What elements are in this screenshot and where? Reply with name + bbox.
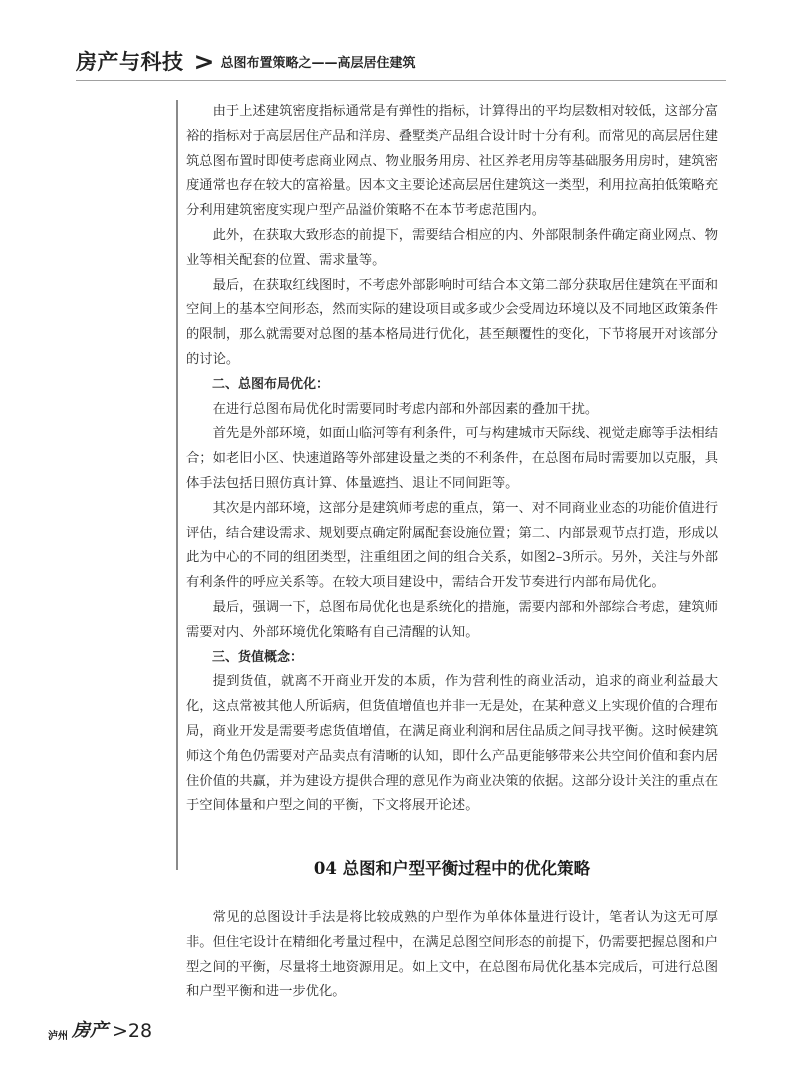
paragraph: 在进行总图布局优化时需要同时考虑内部和外部因素的叠加干扰。: [212, 401, 599, 417]
page-footer: [48, 1016, 152, 1042]
footer-logo: 房产: [72, 1020, 108, 1041]
paragraph: 最后，在获取红线图时，不考虑外部影响时可结合本文第二部分获取居住建筑在平面和空间上的基本空间形态，然而实际的建设项目或多或少会受周边环境以及不同地区政策条件的限制，那么就需要对总图的基本格局进行优化，甚至颠覆性的变化，下节将展开对该部分的讨论。: [186, 277, 718, 367]
article-body: [186, 100, 718, 819]
paragraph: 提到货值，就离不开商业开发的本质，作为营利性的商业活动，追求的商业利益最大化，这点常被其他人所诟病，但货值增值也并非一无是处，在某种意义上实现价值的合理布局，商业开发是需要考虑货值增值，在满足商业利润和居住品质之间寻找平衡。这时候建筑师这个角色仍需要对产品卖点有清晰的认知，即什么产品更能够带来公共空间价值和套内居住价值的共赢，并为建设方提供合理的意见作为商业决策的依据。这部分设计关注的重点在于空间体量和户型之间的平衡，下文将展开论述。: [186, 674, 718, 814]
article-subtitle: 总图布置策略之——高层居住建筑: [220, 55, 416, 71]
footer-city: 泸州: [48, 1031, 68, 1042]
subheading-layout-optimization: 二、总图布局优化：: [212, 376, 330, 392]
page-number: >28: [112, 1020, 153, 1042]
running-header: [76, 46, 415, 76]
column-rule: [176, 100, 178, 870]
header-divider: [76, 80, 726, 81]
magazine-column-title: 房产与科技: [76, 50, 184, 74]
paragraph: 最后，强调一下，总图布局优化也是系统化的措施，需要内部和外部综合考虑，建筑师需要对内、外部环境优化策略有自己清醒的认知。: [186, 599, 718, 640]
paragraph: 首先是外部环境，如面山临河等有利条件，可与构建城市天际线、视觉走廊等手法相结合；如老旧小区、快速道路等外部建设量之类的不利条件，在总图布局时需要加以克服，具体手法包括日照仿真计算、体量遮挡、退让不同间距等。: [186, 426, 718, 491]
paragraph: 常见的总图设计手法是将比较成熟的户型作为单体体量进行设计，笔者认为这无可厚非。但住宅设计在精细化考量过程中，在满足总图空间形态的前提下，仍需要把握总图和户型之间的平衡，尽量将土地资源用足。如上文中，在总图布局优化基本完成后，可进行总图和户型平衡和进一步优化。: [186, 910, 718, 1000]
paragraph: 由于上述建筑密度指标通常是有弹性的指标，计算得出的平均层数相对较低，这部分富裕的指标对于高层居住产品和洋房、叠墅类产品组合设计时十分有利。而常见的高层居住建筑总图布置时即使考虑商业网点、物业服务用房、社区养老用房等基础服务用房时，建筑密度通常也存在较大的富裕量。因本文主要论述高层居住建筑这一类型，利用拉高拍低策略充分利用建筑密度实现户型产品溢价策略不在本节考虑范围内。: [186, 104, 718, 219]
section-body: [186, 906, 718, 1005]
paragraph: 此外，在获取大致形态的前提下，需要结合相应的内、外部限制条件确定商业网点、物业等相关配套的位置、需求量等。: [186, 227, 718, 268]
chevron-right-icon: >: [193, 46, 215, 76]
section-title: 04 总图和户型平衡过程中的优化策略: [313, 859, 591, 878]
subheading-value-concept: 三、货值概念：: [212, 649, 304, 665]
paragraph: 其次是内部环境，这部分是建筑师考虑的重点，第一、对不同商业业态的功能价值进行评估，结合建设需求、规划要点确定附属配套设施位置；第二、内部景观节点打造，形成以此为中心的不同的组团类型，注重组团之间的组合关系，如图2–3所示。另外，关注与外部有利条件的呼应关系等。在较大项目建设中，需结合开发节奏进行内部布局优化。: [186, 500, 718, 591]
